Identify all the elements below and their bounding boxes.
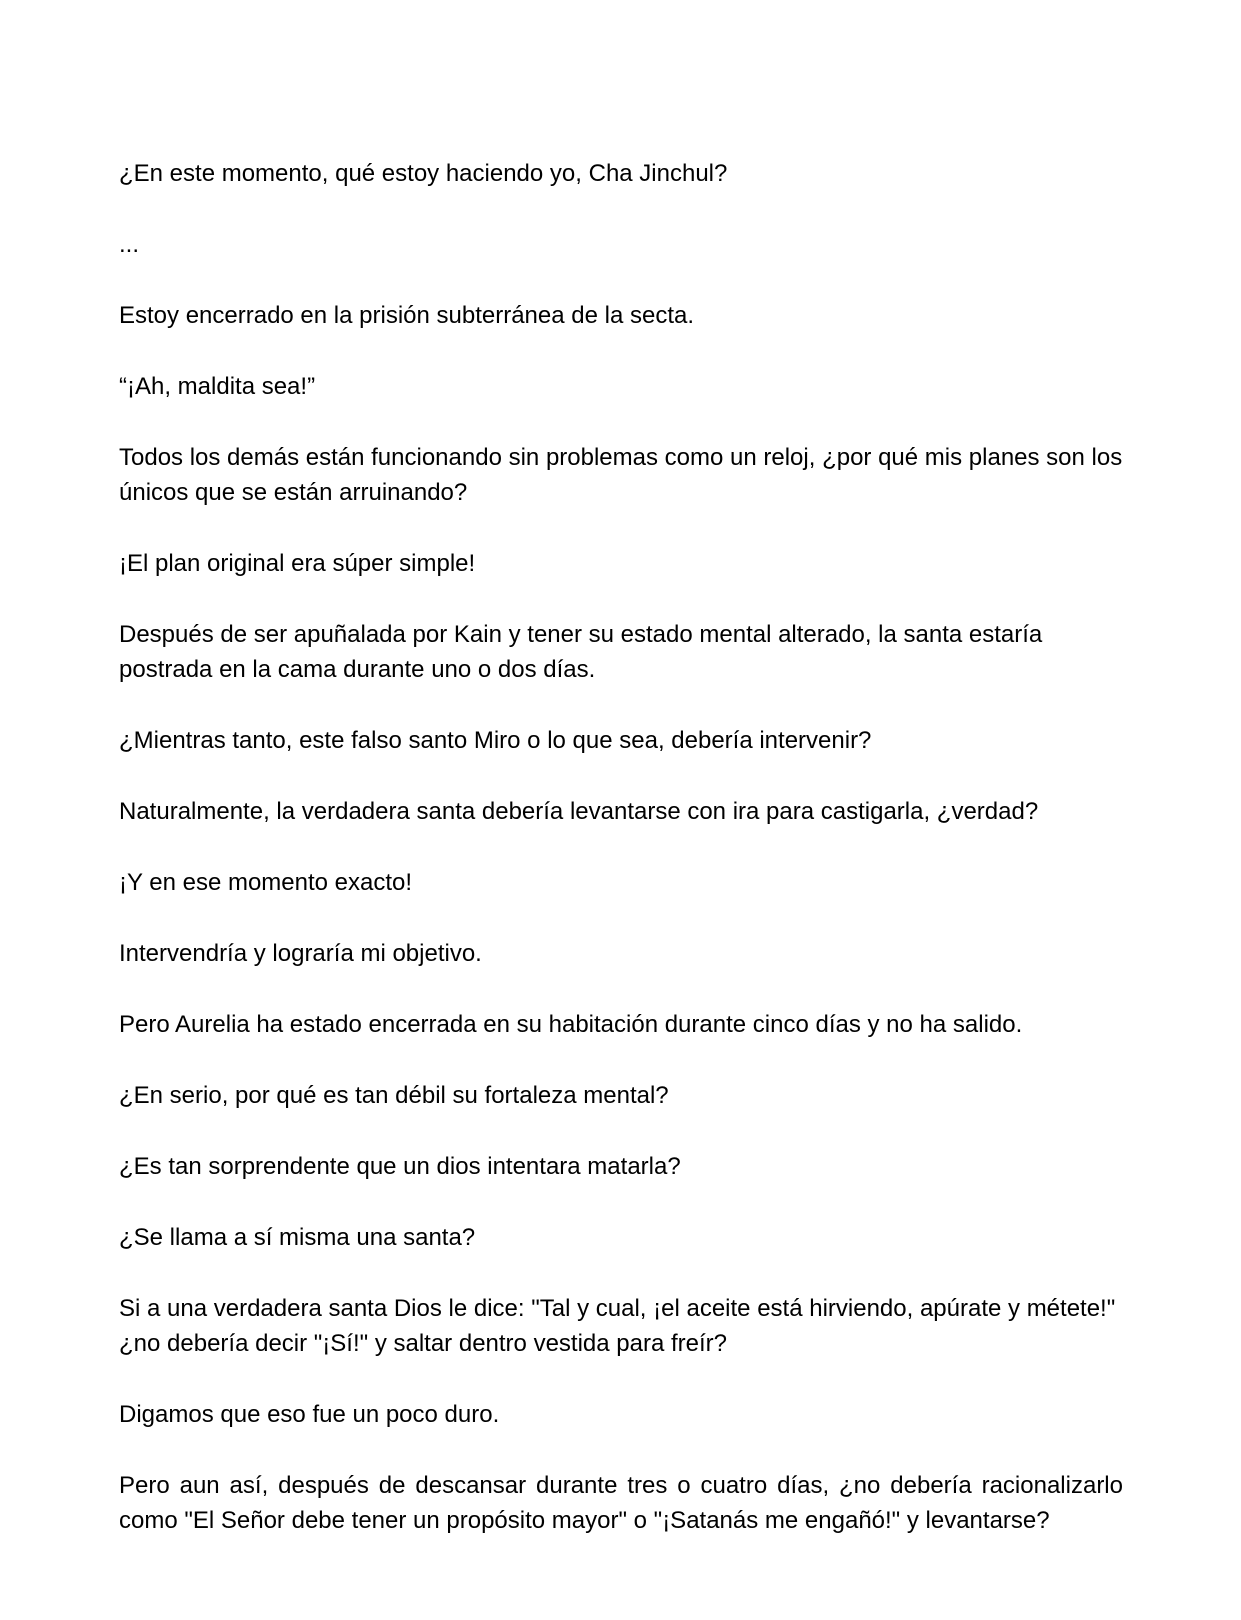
paragraph: “¡Ah, maldita sea!” <box>119 373 316 400</box>
paragraph: ¡Y en ese momento exacto! <box>119 869 413 896</box>
paragraph: ¿Mientras tanto, este falso santo Miro o lo que sea, debería intervenir? <box>119 727 872 754</box>
paragraph: Estoy encerrado en la prisión subterránea de la secta. <box>119 302 695 329</box>
paragraph: Después de ser apuñalada por Kain y tener su estado mental alterado, la santa estaría postrada en la cama durante uno o dos días. <box>119 621 1043 683</box>
paragraph: ¡El plan original era súper simple! <box>119 550 476 577</box>
paragraph: ... <box>119 231 140 258</box>
paragraph: ¿Es tan sorprendente que un dios intentara matarla? <box>119 1153 681 1180</box>
paragraph: Todos los demás están funcionando sin problemas como un reloj, ¿por qué mis planes son los únicos que se están arruinando? <box>119 444 1123 506</box>
document-body <box>119 156 1123 1574</box>
paragraph: Pero Aurelia ha estado encerrada en su habitación durante cinco días y no ha salido. <box>119 1011 1023 1038</box>
paragraph: ¿Se llama a sí misma una santa? <box>119 1224 476 1251</box>
paragraph: Naturalmente, la verdadera santa debería levantarse con ira para castigarla, ¿verdad? <box>119 798 1039 825</box>
paragraph: Intervendría y lograría mi objetivo. <box>119 940 482 967</box>
paragraph: ¿En este momento, qué estoy haciendo yo, Cha Jinchul? <box>119 160 728 187</box>
paragraph: Si a una verdadera santa Dios le dice: "Tal y cual, ¡el aceite está hirviendo, apúrate y métete!" ¿no debería decir "¡Sí!" y saltar dentro vestida para freír? <box>119 1295 1116 1357</box>
paragraph: ¿En serio, por qué es tan débil su fortaleza mental? <box>119 1082 669 1109</box>
paragraph: Pero aun así, después de descansar durante tres o cuatro días, ¿no debería racionalizarlo como "El Señor debe tener un propósito mayor" o "¡Satanás me engañó!" y levantarse? <box>119 1472 1123 1534</box>
paragraph: Digamos que eso fue un poco duro. <box>119 1401 500 1428</box>
